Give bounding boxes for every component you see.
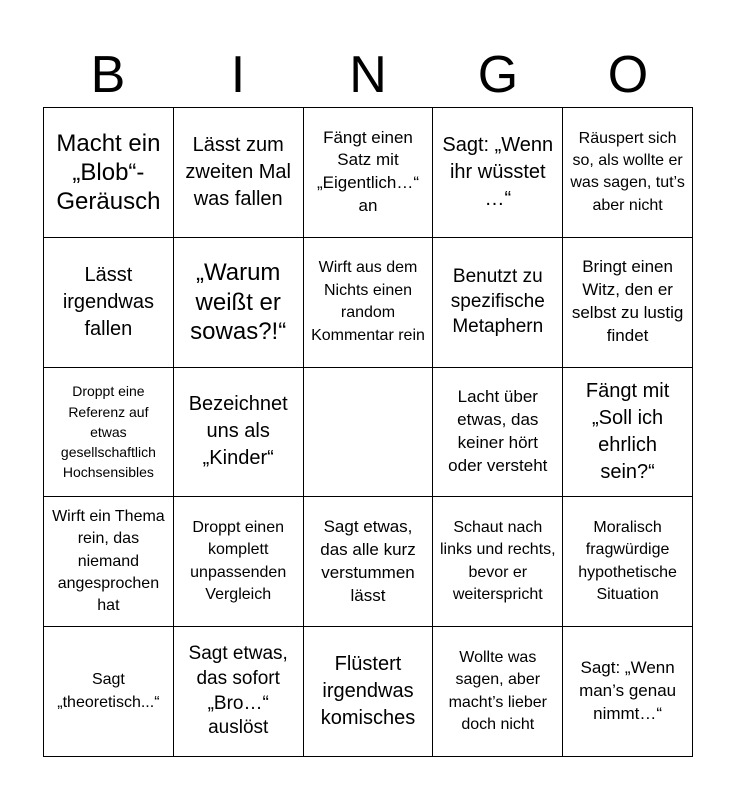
- bingo-cell[interactable]: [563, 368, 693, 498]
- bingo-cell[interactable]: [433, 368, 563, 498]
- cell-text: Wollte was sagen, aber macht’s lieber doch nicht: [448, 648, 547, 733]
- bingo-cell[interactable]: [563, 238, 693, 368]
- cell-text: Sagt: „Wenn man’s genau nimmt…“: [579, 658, 677, 724]
- bingo-cell[interactable]: [174, 627, 304, 757]
- bingo-cell[interactable]: [563, 627, 693, 757]
- bingo-cell[interactable]: [174, 238, 304, 368]
- free-cell[interactable]: [304, 368, 434, 498]
- bingo-cell[interactable]: [304, 108, 434, 238]
- cell-text: Lässt zum zweiten Mal was fallen: [185, 133, 291, 210]
- bingo-cell[interactable]: [44, 368, 174, 498]
- cell-text: Flüstert irgendwas komisches: [320, 653, 416, 730]
- cell-text: Räuspert sich so, als wollte er was sagen, tut’s aber nicht: [570, 129, 685, 214]
- cell-text: Sagt etwas, das alle kurz verstummen lässt: [320, 516, 416, 605]
- cell-text: Sagt „theoretisch...“: [57, 671, 160, 711]
- title-letter-g: G: [477, 46, 519, 104]
- bingo-title: [43, 42, 693, 108]
- bingo-cell[interactable]: [44, 238, 174, 368]
- title-letter-o: O: [607, 46, 649, 104]
- bingo-cell[interactable]: [174, 108, 304, 238]
- bingo-cell[interactable]: [174, 497, 304, 627]
- bingo-cell[interactable]: [44, 627, 174, 757]
- cell-text: Wirft aus dem Nichts einen random Kommentar rein: [311, 259, 425, 344]
- bingo-cell[interactable]: [563, 108, 693, 238]
- cell-text: Droppt einen komplett unpassenden Vergleich: [190, 519, 287, 604]
- bingo-cell[interactable]: [433, 238, 563, 368]
- cell-text: Sagt etwas, das sofort „Bro…“ auslöst: [188, 643, 288, 739]
- bingo-cell[interactable]: [304, 497, 434, 627]
- cell-text: Lacht über etwas, das keiner hört oder versteht: [448, 387, 548, 475]
- cell-text: Benutzt zu spezifische Metaphern: [450, 266, 545, 337]
- cell-text: Bezeichnet uns als „Kinder“: [188, 393, 288, 470]
- cell-text: Schaut nach links und rechts, bevor er weiterspricht: [439, 519, 556, 604]
- cell-text: Macht ein „Blob“-Geräusch: [56, 129, 161, 216]
- cell-text: Fängt mit „Soll ich ehrlich sein?“: [585, 379, 670, 483]
- bingo-cell[interactable]: [174, 368, 304, 498]
- cell-text: Sagt: „Wenn ihr wüsstet …“: [442, 133, 554, 210]
- cell-text: Fängt einen Satz mit „Eigentlich…“ an: [316, 127, 420, 216]
- bingo-cell[interactable]: [304, 238, 434, 368]
- bingo-cell[interactable]: [433, 627, 563, 757]
- bingo-cell[interactable]: [44, 497, 174, 627]
- title-letter-b: B: [90, 46, 126, 104]
- cell-text: Moralisch fragwürdige hypothetische Situation: [578, 519, 677, 604]
- bingo-cell[interactable]: [563, 497, 693, 627]
- title-letter-n: N: [349, 46, 387, 104]
- cell-text: Bringt einen Witz, den er selbst zu lustig findet: [571, 257, 684, 346]
- cell-text: Lässt irgendwas fallen: [62, 263, 154, 340]
- cell-text: „Warum weißt er sowas?!“: [190, 259, 287, 345]
- bingo-cell[interactable]: [304, 627, 434, 757]
- bingo-cell[interactable]: [44, 108, 174, 238]
- bingo-board: [43, 107, 693, 757]
- bingo-cell[interactable]: [433, 497, 563, 627]
- bingo-cell[interactable]: [433, 108, 563, 238]
- cell-text: Wirft ein Thema rein, das niemand angesprochen hat: [52, 507, 165, 615]
- title-letter-i: I: [230, 46, 246, 104]
- cell-text: Droppt eine Referenz auf etwas gesellschaftlich Hochsensibles: [60, 383, 156, 481]
